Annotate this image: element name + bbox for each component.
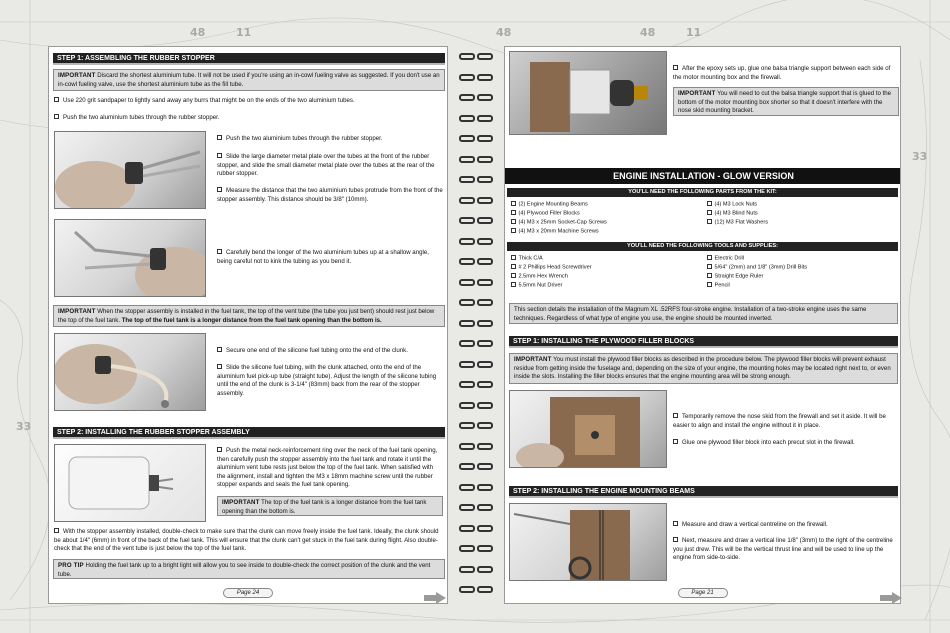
tools-item: Electric Drill (707, 255, 744, 263)
checkbox-icon[interactable] (54, 97, 59, 102)
step2-heading: STEP 2: INSTALLING THE RUBBER STOPPER ASSEMBLY (53, 427, 445, 439)
important-note (53, 305, 445, 327)
parts-item: (4) M3 x 20mm Machine Screws (511, 228, 599, 236)
checkbox-icon[interactable] (707, 273, 712, 278)
tools-item: Thick C/A (511, 255, 543, 263)
important-text: When the stopper assembly is installed in the fuel tank, the top of the vent tube (the tube you just bent) should rest just below the top of the fuel tank. (58, 308, 435, 324)
map-label: 11 (686, 26, 702, 39)
fuselage-illustration (510, 504, 667, 581)
checkbox-icon[interactable] (673, 65, 678, 70)
important-label: IMPORTANT (58, 72, 96, 79)
parts-item: (4) M3 x 25mm Socket-Cap Screws (511, 219, 607, 227)
intro-note (509, 303, 898, 324)
binding-coil (457, 544, 495, 554)
bullet-text: With the stopper assembly installed, double-check to make sure that the clunk can move freely inside the fuel tank. Ideally, the clunk should be about 1/4" (6mm) in front of the back of the fuel tank. This will ensure that the clunk can't get stuck in the fuel tank during flight. Also double-check that the end of the vent tube is just below the top of the fuel tank. (54, 528, 439, 553)
tools-item: # 2 Phillips Head Screwdriver (511, 264, 592, 272)
binding-coil (457, 462, 495, 472)
checkbox-icon[interactable] (707, 201, 712, 206)
bullet-text: Push the metal neck-reinforcement ring over the neck of the fuel tank opening, then carefully push the stopper assembly into the fuel tank and rotate it until the aluminium vent tube rests just below the top of the fuel tank. When satisfied with the alignment, install and tighten the M3 x 18mm machine screw until the rubber stopper expands and seals the fuel tank opening. (217, 447, 438, 489)
checkbox-icon[interactable] (217, 187, 222, 192)
page-number: Page 21 (678, 588, 728, 598)
motor-box-illustration (510, 52, 667, 135)
checkbox-icon[interactable] (511, 228, 516, 233)
checkbox-icon[interactable] (217, 447, 222, 452)
map-label: 48 (496, 26, 512, 39)
checkbox-icon[interactable] (511, 219, 516, 224)
important-text: You will need to cut the balsa triangle support that is glued to the bottom of the motor mounting box shorter so that it doesn't interfere with the nose skid mounting bracket. (678, 90, 892, 115)
parts-heading: YOU'LL NEED THE FOLLOWING PARTS FROM THE KIT: (507, 188, 898, 197)
important-note (673, 87, 899, 116)
photo-fuel-tank (54, 444, 206, 522)
engine-installation-title: ENGINE INSTALLATION - GLOW VERSION (505, 168, 901, 184)
instruction-bullet (673, 65, 899, 82)
map-label: 33 (912, 150, 928, 163)
instruction-bullet (217, 187, 443, 204)
photo-bent-tube (54, 219, 206, 297)
checkbox-icon[interactable] (217, 364, 222, 369)
bullet-text: Slide the large diameter metal plate over the tubes at the front of the rubber stopper, and slide the small diameter metal plate over the tubes at the rear of the rubber stopper. (217, 153, 435, 178)
binding-coil (457, 421, 495, 431)
bullet-text: After the epoxy sets up, glue one balsa triangle support between each side of the motor mounting box and the firewall. (673, 65, 891, 81)
map-label: 11 (236, 26, 252, 39)
tools-item: Straight Edge Ruler (707, 273, 763, 281)
checkbox-icon[interactable] (707, 282, 712, 287)
checkbox-icon[interactable] (217, 135, 222, 140)
parts-item: (2) Engine Mounting Beams (511, 201, 588, 209)
binding-coil (457, 524, 495, 534)
tools-item: 2.5mm Hex Wrench (511, 273, 568, 281)
tools-item: Pencil (707, 282, 730, 290)
photo-mounting-beams (509, 503, 667, 581)
binding-coil (457, 196, 495, 206)
checkbox-icon[interactable] (707, 219, 712, 224)
checkbox-icon[interactable] (511, 273, 516, 278)
parts-item: (4) M3 Blind Nuts (707, 210, 758, 218)
instruction-bullet (673, 413, 899, 430)
checkbox-icon[interactable] (511, 210, 516, 215)
checkbox-icon[interactable] (673, 521, 678, 526)
important-label: IMPORTANT (222, 499, 260, 506)
binding-coil (457, 175, 495, 185)
bullet-text: Slide the silicone fuel tubing, with the clunk attached, onto the end of the aluminium fuel pick-up tube (straight tube). Adjust the length of the silicone tubing until the end of the clunk is 3-1/4" (83mm) back from the rear of the stopper assembly. (217, 364, 437, 397)
tools-heading: YOU'LL NEED THE FOLLOWING TOOLS AND SUPPLIES: (507, 242, 898, 251)
map-label: 48 (190, 26, 206, 39)
checkbox-icon[interactable] (217, 153, 222, 158)
bullet-text: Temporarily remove the nose skid from the firewall and set it aside. It will be easier to align and install the engine without it in place. (673, 413, 886, 429)
binding-coil (457, 237, 495, 247)
checkbox-icon[interactable] (707, 255, 712, 260)
bullet-text: Next, measure and draw a vertical line 1/8" (3mm) to the right of the centreline you just drew. This will be the vertical thrust line and will be used to line up the engine from side-to-side. (673, 537, 893, 562)
binding-coil (457, 114, 495, 124)
bullet-text: Push the two aluminium tubes through the rubber stopper. (226, 135, 383, 142)
binding-coil (457, 52, 495, 62)
instruction-bullet (673, 439, 899, 448)
photo-tubes-stopper (54, 131, 206, 209)
parts-item: (12) M3 Flat Washers (707, 219, 768, 227)
binding-coil (457, 319, 495, 329)
important-text: Discard the shortest aluminium tube. It will not be used if you're using an in-cowl fueling valve as suggested. If you don't use an in-cowl fueling valve, use the shortest aluminium tube as the fill tube. (58, 72, 440, 88)
binding-coil (457, 134, 495, 144)
important-label: IMPORTANT (678, 90, 716, 97)
binding-coil (457, 216, 495, 226)
binding-coil (457, 380, 495, 390)
instruction-bullet (217, 135, 443, 144)
instruction-bullet (217, 347, 443, 356)
hand-illustration (55, 132, 206, 209)
pro-tip-note (53, 559, 445, 579)
right-page (504, 46, 901, 604)
bullet-text: Carefully bend the longer of the two aluminium tubes up at a shallow angle, being careful not to kink the tubing as you bend it. (217, 249, 429, 265)
checkbox-icon[interactable] (511, 264, 516, 269)
important-text: The top of the fuel tank is a longer distance from the fuel tank opening than the bottom is. (222, 499, 427, 515)
instruction-bullet (217, 249, 443, 266)
step1-heading: STEP 1: INSTALLING THE PLYWOOD FILLER BLOCKS (509, 336, 898, 348)
hand-illustration (55, 220, 206, 297)
tools-item: 5/64" (2mm) and 1/8" (3mm) Drill Bits (707, 264, 807, 272)
important-text: You must install the plywood filler blocks as described in the procedure below. The plywood filler blocks will prevent exhaust residue from getting inside the fuselage and, depending on the size of your engine, the mounting holes may be located right next to, or even inside the slots. Installing the filler blocks ensures that the engine mounting area will be strong enough. (514, 356, 891, 381)
instruction-bullet (673, 537, 899, 563)
bullet-text: Secure one end of the silicone fuel tubing onto the end of the clunk. (226, 347, 408, 354)
binding-coil (457, 339, 495, 349)
important-label: IMPORTANT (58, 308, 96, 315)
binding-coil (457, 93, 495, 103)
important-note (217, 496, 443, 516)
binding-coil (457, 401, 495, 411)
instruction-bullet (54, 114, 444, 123)
bullet-text: Measure and draw a vertical centreline on the firewall. (682, 521, 828, 528)
map-label: 48 (640, 26, 656, 39)
important-bold-text: The top of the fuel tank is a longer distance from the fuel tank opening than the bottom is. (121, 316, 382, 324)
hand-illustration (55, 334, 206, 411)
instruction-bullet (54, 97, 444, 106)
pro-tip-label: PRO TIP (58, 562, 84, 569)
instruction-bullet (673, 521, 899, 530)
binding-coil (457, 257, 495, 267)
checkbox-icon[interactable] (54, 528, 59, 533)
important-note (509, 353, 898, 384)
binding-coil (457, 503, 495, 513)
instruction-bullet (217, 153, 443, 179)
instruction-bullet (54, 528, 444, 554)
bullet-text: Measure the distance that the two aluminium tubes protrude from the front of the stopper assembly. This distance should be 3/8" (10mm). (217, 187, 443, 203)
bullet-text: Glue one plywood filler block into each precut slot in the firewall. (682, 439, 855, 446)
checkbox-icon[interactable] (673, 413, 678, 418)
photo-filler-blocks (509, 390, 667, 468)
checkbox-icon[interactable] (54, 114, 59, 119)
binding-coil (457, 155, 495, 165)
bullet-text: Use 220 grit sandpaper to lightly sand away any burrs that might be on the ends of the two aluminium tubes. (63, 97, 355, 104)
next-page-arrow-icon[interactable] (880, 592, 902, 604)
photo-clunk (54, 333, 206, 411)
checkbox-icon[interactable] (673, 537, 678, 542)
checkbox-icon[interactable] (511, 201, 516, 206)
binding-coil (457, 483, 495, 493)
step1-heading: STEP 1: ASSEMBLING THE RUBBER STOPPER (53, 53, 445, 65)
left-page (48, 46, 448, 604)
parts-item: (4) M3 Lock Nuts (707, 201, 757, 209)
checkbox-icon[interactable] (217, 249, 222, 254)
fuel-tank-illustration (55, 445, 206, 522)
checkbox-icon[interactable] (707, 210, 712, 215)
page-number: Page 24 (223, 588, 273, 598)
checkbox-icon[interactable] (511, 282, 516, 287)
checkbox-icon[interactable] (673, 439, 678, 444)
firewall-illustration (510, 391, 667, 468)
binding-coil (457, 360, 495, 370)
map-label: 33 (16, 420, 32, 433)
binding-coil (457, 442, 495, 452)
binding-coil (457, 565, 495, 575)
intro-text: This section details the installation of the Magnum XL .52RFS four-stroke engine. Installation of a two-stroke engine uses the same techniques. Regardless of what type of engine you use, the engine should be mounted inverted. (514, 306, 867, 322)
important-label: IMPORTANT (514, 356, 552, 363)
checkbox-icon[interactable] (707, 264, 712, 269)
binding-coil (457, 278, 495, 288)
bullet-text: Push the two aluminium tubes through the rubber stopper. (63, 114, 220, 121)
parts-item: (4) Plywood Filler Blocks (511, 210, 580, 218)
instruction-bullet (217, 447, 443, 490)
binding-coil (457, 585, 495, 595)
photo-motor-box (509, 51, 667, 135)
pro-tip-text: Holding the fuel tank up to a bright light will allow you to see inside to double-check the correct position of the clunk and the vent tube. (58, 562, 431, 578)
checkbox-icon[interactable] (217, 347, 222, 352)
instruction-bullet (217, 364, 443, 398)
important-note (53, 69, 445, 91)
binding-coil (457, 298, 495, 308)
binding-coil (457, 73, 495, 83)
tools-item: 5.5mm Nut Driver (511, 282, 562, 290)
next-page-arrow-icon[interactable] (424, 592, 446, 604)
step2-heading: STEP 2: INSTALLING THE ENGINE MOUNTING BEAMS (509, 486, 898, 498)
checkbox-icon[interactable] (511, 255, 516, 260)
